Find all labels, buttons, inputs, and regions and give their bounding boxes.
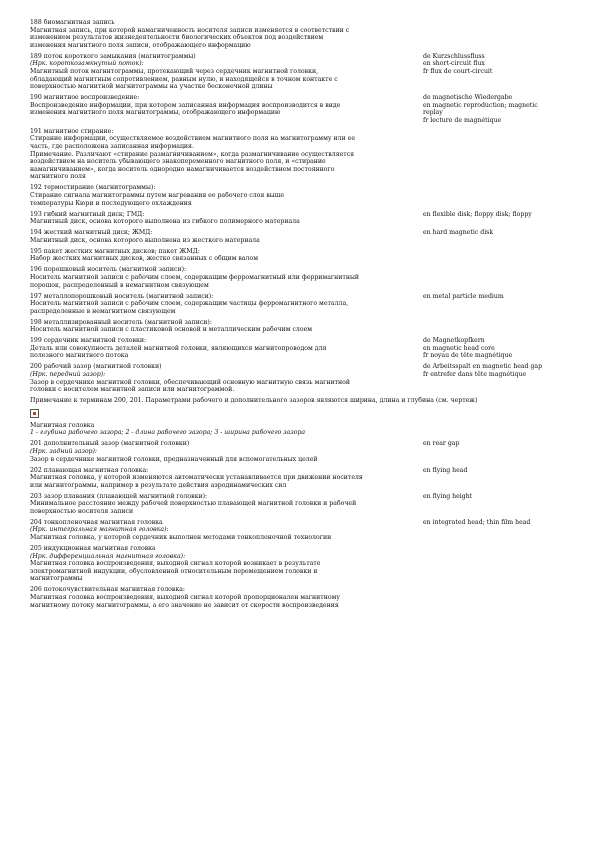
term-title: 206 потокочувствительная магнитная головка:	[30, 586, 185, 594]
term-entry	[30, 248, 570, 263]
term-text-line: Воспроизведение информации, при котором записанная информация воспроизводится в виде	[30, 101, 341, 109]
term-text-line: Носитель магнитной записи с рабочим слоем, содержащим частицы ферромагнитного металла,	[30, 300, 349, 308]
term-text-line: изменения магнитного поля записи, отображающего информацию	[30, 41, 251, 49]
foreign-equivalents	[415, 545, 570, 583]
term-definition	[30, 363, 415, 393]
foreign-equivalents: en flying height	[423, 492, 473, 500]
document-body	[30, 19, 570, 613]
term-title: 200 рабочий зазор (магнитной головки)	[30, 363, 162, 371]
term-text-line: (Нрк. передний зазор):	[30, 371, 106, 379]
term-title: 205 индукционная магнитная головка	[30, 545, 156, 553]
term-title: 192 термостирание (магнитограммы):	[30, 184, 156, 192]
term-definition	[30, 545, 415, 583]
term-title: 203 зазор плавания (плавающей магнитной головки):	[30, 492, 208, 500]
term-text-line: Магнитная головка воспроизведения, выходной сигнал которой возникает в результате	[30, 560, 321, 568]
term-entry	[30, 363, 570, 393]
term-text-line: полезного магнитного потока	[30, 352, 129, 360]
term-text-line: Магнитная головка, у которой изменяются автоматически устанавливается при движении носителя	[30, 474, 363, 482]
term-text-line: Примечание. Различают «стирание размагничиванием», когда размагничивание осуществляется	[30, 150, 355, 158]
term-entry	[30, 293, 570, 316]
broken-image-icon	[30, 409, 39, 418]
term-title: 198 металлизированный носитель (магнитной записи):	[30, 318, 212, 326]
figure-caption-legend: 1 - глубина рабочего зазора; 2 - длина рабочего зазора; 3 - ширина рабочего зазора	[30, 429, 306, 437]
term-definition	[30, 211, 415, 226]
term-text-line: поверхностью носителя записи	[30, 507, 134, 515]
terms-list-part-2	[30, 440, 570, 609]
term-title: 197 металлопорошковый носитель (магнитной записи):	[30, 292, 214, 300]
term-definition	[30, 493, 415, 516]
foreign-equivalents: en integrated head; thin film head	[423, 518, 531, 526]
term-text-line: магнитограммы	[30, 575, 83, 583]
term-text-line: Набор жестких магнитных дисков, жестко связанных с общим валом	[30, 255, 259, 263]
foreign-equivalents: en flying head	[423, 466, 468, 474]
term-definition	[30, 467, 415, 490]
term-entry	[30, 229, 570, 244]
term-text-line: или магнитограммы, например в результате действия аэродинамических сил	[30, 481, 287, 489]
term-entry	[30, 94, 570, 124]
term-text-line: Зазор в сердечнике магнитной головки, обеспечивающий основную магнитную связь магнитной	[30, 378, 351, 386]
term-text-line: головки с носителем магнитной записи или магнитограммой.	[30, 386, 235, 394]
term-entry	[30, 128, 570, 181]
term-text-line: изменения магнитного поля магнитограммы, отображающего информацию	[30, 109, 281, 117]
term-text-line: магнитного поля	[30, 173, 86, 181]
foreign-equivalents: de Magnetkopfkern en magnetic head core fr noyau de tête magnétique	[423, 337, 513, 360]
term-text-line: Носитель магнитной записи с рабочим слоем, содержащим ферромагнитный или ферримагнитный	[30, 273, 359, 281]
foreign-equivalents: en hard magnetic disk	[423, 229, 494, 237]
term-text-line: Магнитный диск, основа которого выполнена из жесткого материала	[30, 236, 260, 244]
term-definition	[30, 266, 415, 289]
term-text-line: (Нрк. дифференциальная магнитная головка):	[30, 552, 186, 560]
term-text-line: Минимальное расстояние между рабочей поверхностью плавающей магнитной головки и рабочей	[30, 500, 357, 508]
foreign-equivalents	[415, 19, 570, 49]
term-text-line: Стирание информации, осуществляемое воздействием магнитного поля на магнитограмму или ее	[30, 135, 356, 143]
figure	[30, 408, 570, 422]
term-text-line: часть, где расположена записанная информация.	[30, 143, 194, 151]
term-text-line: Магнитный диск, основа которого выполнена из гибкого полимерного материала	[30, 218, 300, 226]
term-entry	[30, 545, 570, 583]
term-definition	[30, 128, 415, 181]
term-title: 195 пакет жестких магнитных дисков; пакет ЖМД:	[30, 247, 200, 255]
figure-caption-title: Магнитная головка	[30, 421, 95, 429]
term-text-line: воздействием на носитель убывающего знакопеременного магнитного поля, и «стирание	[30, 158, 326, 166]
terms-list-part-1	[30, 19, 570, 394]
term-title: 191 магнитное стирание:	[30, 127, 114, 135]
term-entry	[30, 53, 570, 91]
term-text-line: температуры Кюри и последующего охлаждения	[30, 199, 192, 207]
term-title: 199 сердечник магнитной головки:	[30, 337, 147, 345]
term-entry	[30, 266, 570, 289]
term-text-line: намагничиванием», когда носитель однородно намагничивается воздействием постоянного	[30, 165, 335, 173]
term-entry	[30, 184, 570, 207]
term-text-line: Магнитный поток магнитограммы, протекающий через сердечник магнитной головки,	[30, 67, 319, 75]
foreign-equivalents	[415, 319, 570, 334]
term-entry	[30, 19, 570, 49]
term-definition	[30, 293, 415, 316]
term-title: 190 магнитное воспроизведение:	[30, 94, 140, 102]
term-text-line: Магнитная головка воспроизведения, выходной сигнал которой пропорционален магнитному	[30, 594, 341, 601]
term-text-line: электромагнитной индукции, обусловленной относительным перемещением головки и	[30, 567, 318, 575]
term-entry	[30, 519, 570, 542]
term-definition	[30, 319, 415, 334]
foreign-equivalents	[415, 266, 570, 289]
term-definition	[30, 53, 415, 91]
term-definition	[30, 248, 415, 263]
foreign-equivalents	[415, 128, 570, 181]
term-title: 204 тонкопленочная магнитная головка	[30, 518, 163, 526]
term-entry	[30, 467, 570, 490]
term-definition	[30, 586, 415, 609]
term-text-line: (Нрк. короткозамкнутый поток):	[30, 60, 144, 68]
term-definition	[30, 229, 415, 244]
term-text-line: изменением результатов жизнедеятельности биологических объектов под воздействием	[30, 34, 324, 42]
term-definition	[30, 519, 415, 542]
foreign-equivalents: de Arbeitsspalt en magnetic head gap fr entrefer dans tête magnétique	[423, 363, 543, 379]
foreign-equivalents: en flexible disk; floppy disk; floppy	[423, 210, 532, 218]
term-text-line: (Нрк. задний зазор):	[30, 447, 98, 455]
term-text-line: Зазор в сердечнике магнитной головки, предназначенный для вспомогательных целей	[30, 455, 318, 463]
foreign-equivalents	[415, 184, 570, 207]
term-title: 189 поток короткого замыкания (магнитограммы)	[30, 52, 196, 60]
term-text-line: распределенные в немагнитном связующем	[30, 307, 176, 315]
term-entry	[30, 211, 570, 226]
term-definition	[30, 19, 415, 49]
term-entry	[30, 440, 570, 463]
term-definition	[30, 440, 415, 463]
term-text-line: поверхностью магнитной магнитограммы на участке бесконечной длины	[30, 83, 273, 91]
term-definition	[30, 184, 415, 207]
term-text-line: Магнитная запись, при которой намагниченность носителя записи изменяется в соответствии с	[30, 26, 350, 34]
term-text-line: Носитель магнитной записи с пластиковой основой и металлическим рабочим слоем	[30, 326, 313, 334]
term-text-line: Магнитная головка, у которой сердечник выполнен методами тонкопленочной технологии	[30, 534, 332, 542]
terms-note: Примечание к терминам 200, 201. Параметрами рабочего и дополнительного зазоров являются ширина, длина и глубина (см. чертеж)	[30, 397, 478, 405]
term-definition	[30, 337, 415, 360]
term-definition	[30, 94, 415, 124]
term-title: 193 гибкий магнитный диск; ГМД:	[30, 210, 145, 218]
term-entry	[30, 493, 570, 516]
term-title: 202 плавающая магнитная головка:	[30, 466, 149, 474]
term-title: 201 дополнительный зазор (магнитной головки)	[30, 440, 190, 448]
term-title: 188 биомагнитная запись	[30, 19, 115, 26]
term-text-line: магнитному потоку магнитограммы, а его значение не зависит от скорости воспроизведения	[30, 601, 339, 609]
foreign-equivalents: en rear gap	[423, 440, 460, 448]
term-text-line: Деталь или совокупность деталей магнитной головки, являющихся магнитопроводом для	[30, 344, 327, 352]
figure-caption	[30, 422, 570, 437]
term-title: 196 порошковый носитель (магнитной записи):	[30, 266, 187, 274]
foreign-equivalents	[415, 248, 570, 263]
term-text-line: Стирание сигнала магнитограммы путем нагревания ее рабочего слоя выше	[30, 192, 285, 200]
term-text-line: (Нрк. интегральная магнитная головка):	[30, 526, 169, 534]
term-text-line: порошок, распределенный в немагнитном связующем	[30, 281, 209, 289]
foreign-equivalents: de magnetische Wiedergabe en magnetic reproduction; magnetic replay fr lecture de magnétique	[423, 94, 538, 124]
term-title: 194 жесткий магнитный диск; ЖМД:	[30, 229, 153, 237]
foreign-equivalents	[415, 586, 570, 609]
term-entry	[30, 319, 570, 334]
foreign-equivalents: en metal particle medium	[423, 292, 504, 300]
term-entry	[30, 586, 570, 609]
foreign-equivalents: de Kurzschlussfluss en short-circuit flux fr flux de court-circuit	[423, 52, 493, 75]
term-entry	[30, 337, 570, 360]
term-text-line: обладающий магнитным сопротивлением, равным нулю, и находящейся в точном контакте с	[30, 75, 338, 83]
